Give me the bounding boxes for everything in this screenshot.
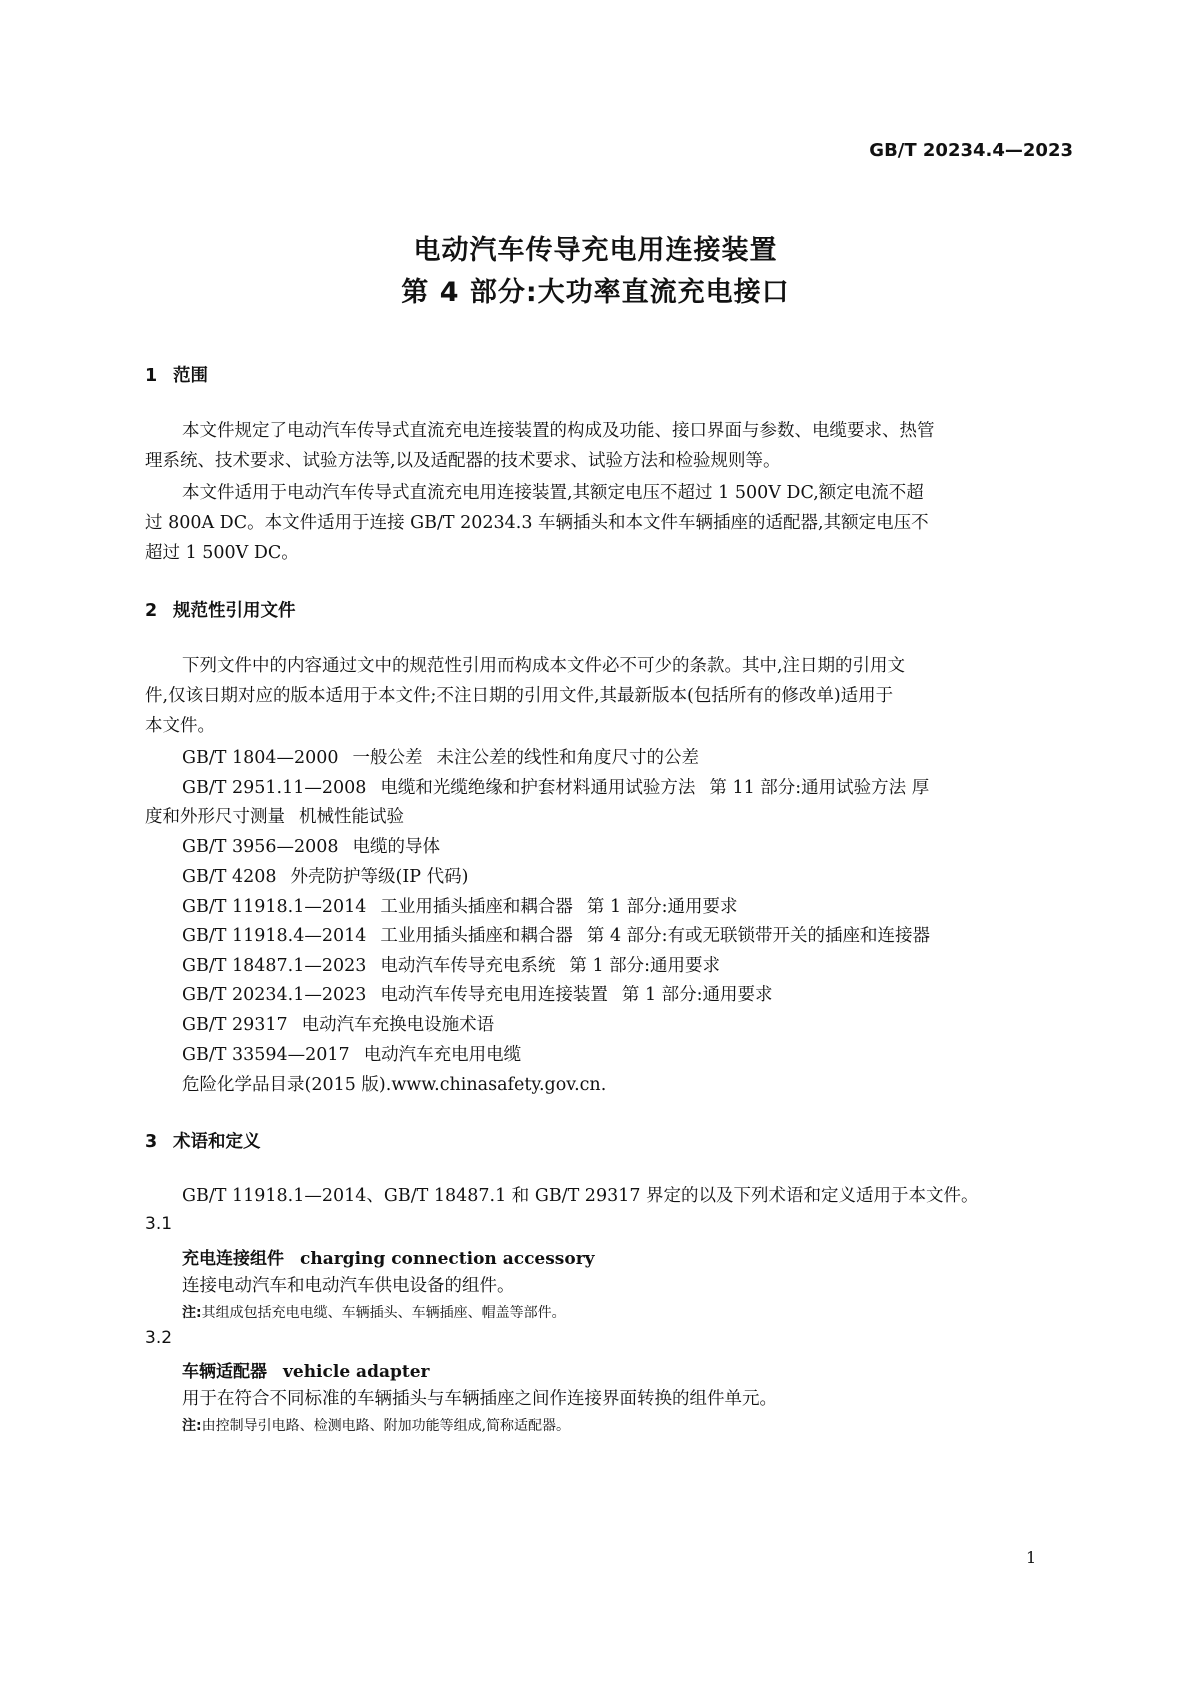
document-title-line1: 电动汽车传导充电用连接装置 bbox=[413, 235, 778, 266]
reference-extra: 危险化学品目录(2015 版).www.chinasafety.gov.cn. bbox=[182, 1075, 607, 1095]
note-text: 由控制导引电路、检测电路、附加功能等组成,简称适配器。 bbox=[201, 1418, 571, 1434]
term-heading bbox=[182, 1244, 595, 1269]
section-3-heading bbox=[145, 1128, 261, 1153]
reference-title: 一般公差 bbox=[352, 748, 423, 768]
standard-code: GB/T 20234.4—2023 bbox=[869, 140, 1073, 161]
paragraph-line: 本文件适用于电动汽车传导式直流充电用连接装置,其额定电压不超过 1 500V DC,额定电流不超 bbox=[182, 483, 924, 503]
reference-part: 第 11 部分:通用试验方法 厚 bbox=[709, 778, 930, 798]
reference-title: 电动汽车充换电设施术语 bbox=[301, 1015, 495, 1035]
term-en: vehicle adapter bbox=[283, 1362, 430, 1382]
section-title: 规范性引用文件 bbox=[173, 601, 296, 621]
reference-part: 第 1 部分:通用要求 bbox=[569, 956, 721, 976]
section-2-heading bbox=[145, 597, 296, 622]
reference-item bbox=[182, 863, 468, 888]
reference-code: GB/T 33594—2017 bbox=[182, 1045, 350, 1065]
term-note bbox=[182, 1415, 570, 1435]
paragraph-line: 超过 1 500V DC。 bbox=[145, 543, 299, 563]
section-title: 范围 bbox=[173, 366, 208, 386]
term-definition: 用于在符合不同标准的车辆插头与车辆插座之间作连接界面转换的组件单元。 bbox=[182, 1389, 777, 1409]
reference-code: GB/T 3956—2008 bbox=[182, 837, 339, 857]
section-1-heading bbox=[145, 362, 208, 387]
reference-item bbox=[182, 981, 773, 1006]
paragraph-line: 下列文件中的内容通过文中的规范性引用而构成本文件必不可少的条款。其中,注日期的引用文 bbox=[182, 656, 906, 676]
reference-item bbox=[182, 833, 440, 858]
term-number: 3.1 bbox=[145, 1214, 173, 1234]
paragraph-line: 本文件。 bbox=[145, 716, 215, 736]
reference-title: 工业用插头插座和耦合器 bbox=[380, 897, 573, 917]
term-definition: 连接电动汽车和电动汽车供电设备的组件。 bbox=[182, 1276, 515, 1296]
term-zh: 充电连接组件 bbox=[182, 1249, 284, 1269]
section-number: 1 bbox=[145, 366, 158, 386]
reference-title: 电缆的导体 bbox=[352, 837, 441, 857]
reference-item bbox=[182, 922, 930, 947]
reference-title: 度和外形尺寸测量 bbox=[145, 807, 285, 827]
paragraph-line: 理系统、技术要求、试验方法等,以及适配器的技术要求、试验方法和检验规则等。 bbox=[145, 451, 781, 471]
term-number: 3.2 bbox=[145, 1328, 173, 1348]
note-label: 注: bbox=[182, 1418, 202, 1434]
note-label: 注: bbox=[182, 1305, 202, 1321]
term-zh: 车辆适配器 bbox=[182, 1362, 267, 1382]
reference-title: 电缆和光缆绝缘和护套材料通用试验方法 bbox=[380, 778, 696, 798]
reference-code: GB/T 1804—2000 bbox=[182, 748, 339, 768]
reference-code: GB/T 11918.1—2014 bbox=[182, 897, 367, 917]
reference-title: 外壳防护等级(IP 代码) bbox=[290, 867, 469, 887]
reference-part: 第 1 部分:通用要求 bbox=[586, 897, 738, 917]
reference-part: 机械性能试验 bbox=[299, 807, 404, 827]
section-number: 2 bbox=[145, 601, 158, 621]
section-intro: GB/T 11918.1—2014、GB/T 18487.1 和 GB/T 29317 界定的以及下列术语和定义适用于本文件。 bbox=[182, 1186, 979, 1206]
reference-item bbox=[182, 893, 738, 918]
reference-part: 第 4 部分:有或无联锁带开关的插座和连接器 bbox=[586, 926, 931, 946]
section-title: 术语和定义 bbox=[173, 1132, 261, 1152]
term-en: charging connection accessory bbox=[300, 1249, 595, 1269]
reference-item bbox=[182, 1041, 521, 1066]
reference-item bbox=[182, 774, 929, 799]
reference-item bbox=[182, 1011, 494, 1036]
paragraph-line: 件,仅该日期对应的版本适用于本文件;不注日期的引用文件,其最新版本(包括所有的修改单)适用于 bbox=[145, 686, 894, 706]
page-number: 1 bbox=[1026, 1548, 1037, 1567]
reference-item bbox=[182, 744, 699, 769]
section-number: 3 bbox=[145, 1132, 158, 1152]
reference-title: 电动汽车传导充电系统 bbox=[380, 956, 556, 976]
term-heading bbox=[182, 1357, 429, 1382]
reference-code: GB/T 11918.4—2014 bbox=[182, 926, 367, 946]
reference-title: 工业用插头插座和耦合器 bbox=[380, 926, 573, 946]
reference-code: GB/T 29317 bbox=[182, 1015, 288, 1035]
reference-code: GB/T 4208 bbox=[182, 867, 277, 887]
reference-title: 电动汽车传导充电用连接装置 bbox=[380, 985, 608, 1005]
note-text: 其组成包括充电电缆、车辆插头、车辆插座、帽盖等部件。 bbox=[201, 1305, 566, 1321]
reference-code: GB/T 2951.11—2008 bbox=[182, 778, 367, 798]
reference-code: GB/T 18487.1—2023 bbox=[182, 956, 367, 976]
reference-item-continuation bbox=[145, 803, 404, 828]
paragraph-line: 过 800A DC。本文件适用于连接 GB/T 20234.3 车辆插头和本文件车辆插座的适配器,其额定电压不 bbox=[145, 513, 929, 533]
document-title-line2: 第 4 部分:大功率直流充电接口 bbox=[401, 277, 790, 308]
reference-item bbox=[182, 952, 720, 977]
paragraph-line: 本文件规定了电动汽车传导式直流充电连接装置的构成及功能、接口界面与参数、电缆要求、热管 bbox=[182, 421, 935, 441]
term-note bbox=[182, 1302, 566, 1322]
reference-part: 未注公差的线性和角度尺寸的公差 bbox=[436, 748, 700, 768]
reference-title: 电动汽车充电用电缆 bbox=[363, 1045, 522, 1065]
reference-code: GB/T 20234.1—2023 bbox=[182, 985, 367, 1005]
reference-part: 第 1 部分:通用要求 bbox=[621, 985, 773, 1005]
